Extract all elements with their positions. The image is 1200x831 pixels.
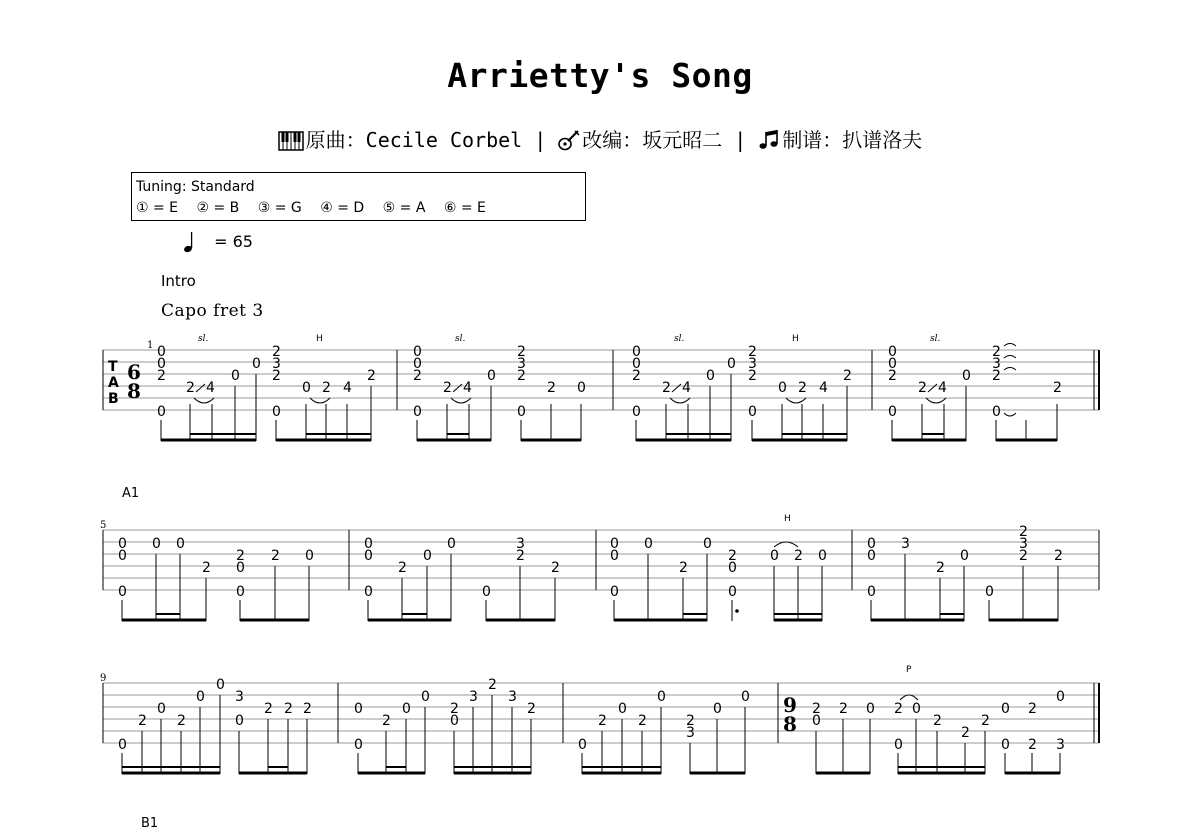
svg-text:0: 0 xyxy=(118,548,127,564)
pull-off-mark: P xyxy=(906,665,912,675)
svg-text:0: 0 xyxy=(867,548,876,564)
svg-text:2: 2 xyxy=(679,560,688,576)
svg-text:0: 0 xyxy=(157,356,166,372)
svg-text:3: 3 xyxy=(516,536,525,552)
svg-text:0: 0 xyxy=(235,713,244,729)
staff-lines xyxy=(103,530,1099,590)
svg-text:0: 0 xyxy=(888,344,897,360)
credit-separator: | xyxy=(734,128,747,152)
svg-text:0: 0 xyxy=(610,584,619,600)
svg-text:0: 0 xyxy=(728,584,737,600)
time-sig-bottom: 8 xyxy=(783,712,797,736)
svg-text:4: 4 xyxy=(938,380,947,396)
svg-text:2: 2 xyxy=(284,701,293,717)
fret-numbers xyxy=(118,677,1065,753)
svg-text:0: 0 xyxy=(888,356,897,372)
svg-text:2: 2 xyxy=(517,344,526,360)
svg-text:0: 0 xyxy=(703,536,712,552)
svg-text:0: 0 xyxy=(818,548,827,564)
svg-text:2: 2 xyxy=(748,368,757,384)
svg-text:0: 0 xyxy=(610,536,619,552)
svg-text:2: 2 xyxy=(303,701,312,717)
svg-text:0: 0 xyxy=(118,536,127,552)
svg-text:2: 2 xyxy=(236,548,245,564)
svg-text:2: 2 xyxy=(1028,737,1037,753)
svg-text:0: 0 xyxy=(962,368,971,384)
svg-text:2: 2 xyxy=(1019,524,1028,540)
svg-text:0: 0 xyxy=(894,737,903,753)
svg-text:2: 2 xyxy=(839,701,848,717)
svg-text:0: 0 xyxy=(231,368,240,384)
svg-text:0: 0 xyxy=(252,356,261,372)
svg-text:0: 0 xyxy=(1001,737,1010,753)
svg-text:2: 2 xyxy=(981,713,990,729)
svg-text:2: 2 xyxy=(272,368,281,384)
tuning-string-2: ② = B xyxy=(196,200,240,216)
svg-text:0: 0 xyxy=(364,584,373,600)
svg-text:2: 2 xyxy=(488,677,497,693)
svg-text:2: 2 xyxy=(517,368,526,384)
svg-text:0: 0 xyxy=(770,548,779,564)
svg-text:H: H xyxy=(792,334,799,344)
svg-text:0: 0 xyxy=(778,380,787,396)
arranger: 改编：坂元昭二 xyxy=(582,128,723,152)
svg-text:0: 0 xyxy=(748,404,757,420)
svg-text:3: 3 xyxy=(1019,536,1028,552)
time-sig-bottom: 8 xyxy=(127,379,141,403)
svg-text:2: 2 xyxy=(272,344,281,360)
tab-system-3 xyxy=(100,665,1099,774)
svg-text:H: H xyxy=(316,334,323,344)
svg-text:3: 3 xyxy=(517,356,526,372)
measure-number: 1 xyxy=(147,340,154,351)
svg-text:0: 0 xyxy=(741,689,750,705)
tempo-value: = 65 xyxy=(214,232,253,251)
svg-text:4: 4 xyxy=(343,380,352,396)
svg-text:0: 0 xyxy=(1056,689,1065,705)
tab-system-2 xyxy=(100,514,1099,621)
tuning-string-4: ④ = D xyxy=(320,200,365,216)
svg-text:0: 0 xyxy=(912,701,921,717)
svg-text:0: 0 xyxy=(413,344,422,360)
svg-text:2: 2 xyxy=(662,380,671,396)
svg-text:0: 0 xyxy=(413,404,422,420)
svg-text:2: 2 xyxy=(177,713,186,729)
tuning-string-1: ① = E xyxy=(136,200,179,216)
svg-text:2: 2 xyxy=(413,368,422,384)
svg-text:4: 4 xyxy=(819,380,828,396)
svg-text:0: 0 xyxy=(482,584,491,600)
svg-text:3: 3 xyxy=(508,689,517,705)
svg-text:2: 2 xyxy=(918,380,927,396)
svg-text:0: 0 xyxy=(196,689,205,705)
svg-text:0: 0 xyxy=(176,536,185,552)
tuning-string-6: ⑥ = E xyxy=(443,200,486,216)
svg-text:2: 2 xyxy=(798,380,807,396)
svg-text:0: 0 xyxy=(866,701,875,717)
original-composer: 原曲：Cecile Corbel xyxy=(305,128,523,152)
svg-text:2: 2 xyxy=(812,701,821,717)
svg-text:4: 4 xyxy=(206,380,215,396)
svg-text:3: 3 xyxy=(1056,737,1065,753)
svg-text:3: 3 xyxy=(748,356,757,372)
svg-text:0: 0 xyxy=(487,368,496,384)
svg-text:0: 0 xyxy=(272,404,281,420)
svg-text:0: 0 xyxy=(713,701,722,717)
svg-text:2: 2 xyxy=(961,725,970,741)
svg-text:0: 0 xyxy=(236,584,245,600)
svg-text:2: 2 xyxy=(686,713,695,729)
svg-text:0: 0 xyxy=(216,677,225,693)
svg-text:0: 0 xyxy=(1001,701,1010,717)
svg-text:0: 0 xyxy=(118,584,127,600)
svg-text:2: 2 xyxy=(638,713,647,729)
svg-text:2: 2 xyxy=(547,380,556,396)
svg-text:3: 3 xyxy=(686,725,695,741)
svg-text:2: 2 xyxy=(843,368,852,384)
svg-text:2: 2 xyxy=(138,713,147,729)
svg-text:2: 2 xyxy=(598,713,607,729)
svg-text:2: 2 xyxy=(527,701,536,717)
tuning-label: Tuning: Standard xyxy=(136,179,255,195)
svg-text:2: 2 xyxy=(382,713,391,729)
svg-text:2: 2 xyxy=(264,701,273,717)
svg-text:0: 0 xyxy=(985,584,994,600)
svg-text:2: 2 xyxy=(1028,701,1037,717)
svg-text:2: 2 xyxy=(992,368,1001,384)
svg-text:0: 0 xyxy=(992,404,1001,420)
svg-text:0: 0 xyxy=(364,548,373,564)
svg-text:0: 0 xyxy=(812,713,821,729)
svg-text:2: 2 xyxy=(894,701,903,717)
svg-text:0: 0 xyxy=(618,701,627,717)
svg-text:0: 0 xyxy=(960,548,969,564)
capo-label: Capo fret 3 xyxy=(161,301,264,321)
svg-text:0: 0 xyxy=(421,689,430,705)
svg-text:0: 0 xyxy=(632,356,641,372)
svg-text:2: 2 xyxy=(398,560,407,576)
svg-text:2: 2 xyxy=(992,344,1001,360)
svg-text:0: 0 xyxy=(450,713,459,729)
svg-text:2: 2 xyxy=(632,368,641,384)
svg-text:0: 0 xyxy=(867,536,876,552)
svg-text:0: 0 xyxy=(578,737,587,753)
section-b1: B1 xyxy=(141,816,159,831)
svg-text:2: 2 xyxy=(933,713,942,729)
svg-text:2: 2 xyxy=(551,560,560,576)
svg-text:0: 0 xyxy=(423,548,432,564)
svg-text:0: 0 xyxy=(867,584,876,600)
technique-marks xyxy=(198,334,940,344)
svg-text:2: 2 xyxy=(443,380,452,396)
svg-text:2: 2 xyxy=(322,380,331,396)
svg-text:0: 0 xyxy=(402,701,411,717)
svg-text:2: 2 xyxy=(186,380,195,396)
svg-text:0: 0 xyxy=(157,344,166,360)
hammer-mark: H xyxy=(784,514,791,524)
svg-text:0: 0 xyxy=(157,404,166,420)
tuning-string-3: ③ = G xyxy=(257,200,302,216)
fret-numbers xyxy=(118,524,1063,600)
svg-text:3: 3 xyxy=(992,356,1001,372)
svg-text:sl.: sl. xyxy=(930,334,941,344)
svg-text:4: 4 xyxy=(463,380,472,396)
svg-text:3: 3 xyxy=(272,356,281,372)
svg-text:2: 2 xyxy=(888,368,897,384)
svg-text:2: 2 xyxy=(1053,380,1062,396)
intro-label: Intro xyxy=(161,272,196,290)
svg-text:0: 0 xyxy=(888,404,897,420)
svg-text:0: 0 xyxy=(610,548,619,564)
svg-text:0: 0 xyxy=(632,344,641,360)
svg-text:0: 0 xyxy=(364,536,373,552)
svg-text:0: 0 xyxy=(447,536,456,552)
svg-text:0: 0 xyxy=(657,689,666,705)
tuning-string-5: ⑤ = A xyxy=(382,200,426,216)
svg-text:2: 2 xyxy=(794,548,803,564)
time-sig-top: 6 xyxy=(127,360,141,384)
svg-text:0: 0 xyxy=(118,737,127,753)
svg-text:2: 2 xyxy=(271,548,280,564)
svg-text:0: 0 xyxy=(354,737,363,753)
svg-text:2: 2 xyxy=(157,368,166,384)
slur xyxy=(900,695,918,700)
measure-number: 9 xyxy=(100,673,107,684)
svg-text:2: 2 xyxy=(748,344,757,360)
transcriber: 制谱：扒谱洛夫 xyxy=(782,128,923,152)
svg-text:0: 0 xyxy=(152,536,161,552)
svg-text:3: 3 xyxy=(469,689,478,705)
tab-clef-t: T xyxy=(108,359,118,375)
svg-text:2: 2 xyxy=(728,548,737,564)
section-a1: A1 xyxy=(122,486,140,501)
svg-text:0: 0 xyxy=(236,560,245,576)
svg-text:2: 2 xyxy=(936,560,945,576)
svg-text:3: 3 xyxy=(235,689,244,705)
song-title: Arrietty's Song xyxy=(447,56,753,95)
svg-text:0: 0 xyxy=(305,548,314,564)
tab-system-1 xyxy=(103,334,1099,441)
svg-text:0: 0 xyxy=(632,404,641,420)
rhythm-stems xyxy=(122,554,1058,621)
barlines xyxy=(103,530,1099,590)
svg-text:sl.: sl. xyxy=(674,334,685,344)
svg-text:4: 4 xyxy=(682,380,691,396)
svg-text:2: 2 xyxy=(367,368,376,384)
svg-text:0: 0 xyxy=(354,701,363,717)
tab-clef-b: B xyxy=(108,391,119,407)
svg-text:0: 0 xyxy=(413,356,422,372)
dot-marker xyxy=(735,609,739,613)
svg-text:0: 0 xyxy=(577,380,586,396)
svg-text:2: 2 xyxy=(450,701,459,717)
time-signature-change xyxy=(783,693,797,736)
fret-numbers xyxy=(157,344,1062,420)
svg-text:0: 0 xyxy=(517,404,526,420)
time-signature xyxy=(127,360,141,403)
time-sig-top: 9 xyxy=(783,693,797,717)
svg-text:2: 2 xyxy=(202,560,211,576)
svg-text:sl.: sl. xyxy=(198,334,209,344)
measure-number: 5 xyxy=(100,520,107,531)
svg-text:3: 3 xyxy=(901,536,910,552)
svg-text:0: 0 xyxy=(728,560,737,576)
svg-text:0: 0 xyxy=(727,356,736,372)
svg-text:0: 0 xyxy=(302,380,311,396)
tab-clef xyxy=(108,359,119,407)
svg-text:0: 0 xyxy=(644,536,653,552)
svg-text:sl.: sl. xyxy=(455,334,466,344)
slur xyxy=(774,542,798,547)
credit-separator: | xyxy=(534,128,547,152)
svg-text:2: 2 xyxy=(1054,548,1063,564)
svg-text:0: 0 xyxy=(706,368,715,384)
svg-text:2: 2 xyxy=(1019,548,1028,564)
svg-text:0: 0 xyxy=(157,701,166,717)
tab-clef-a: A xyxy=(108,375,119,391)
svg-text:2: 2 xyxy=(516,548,525,564)
